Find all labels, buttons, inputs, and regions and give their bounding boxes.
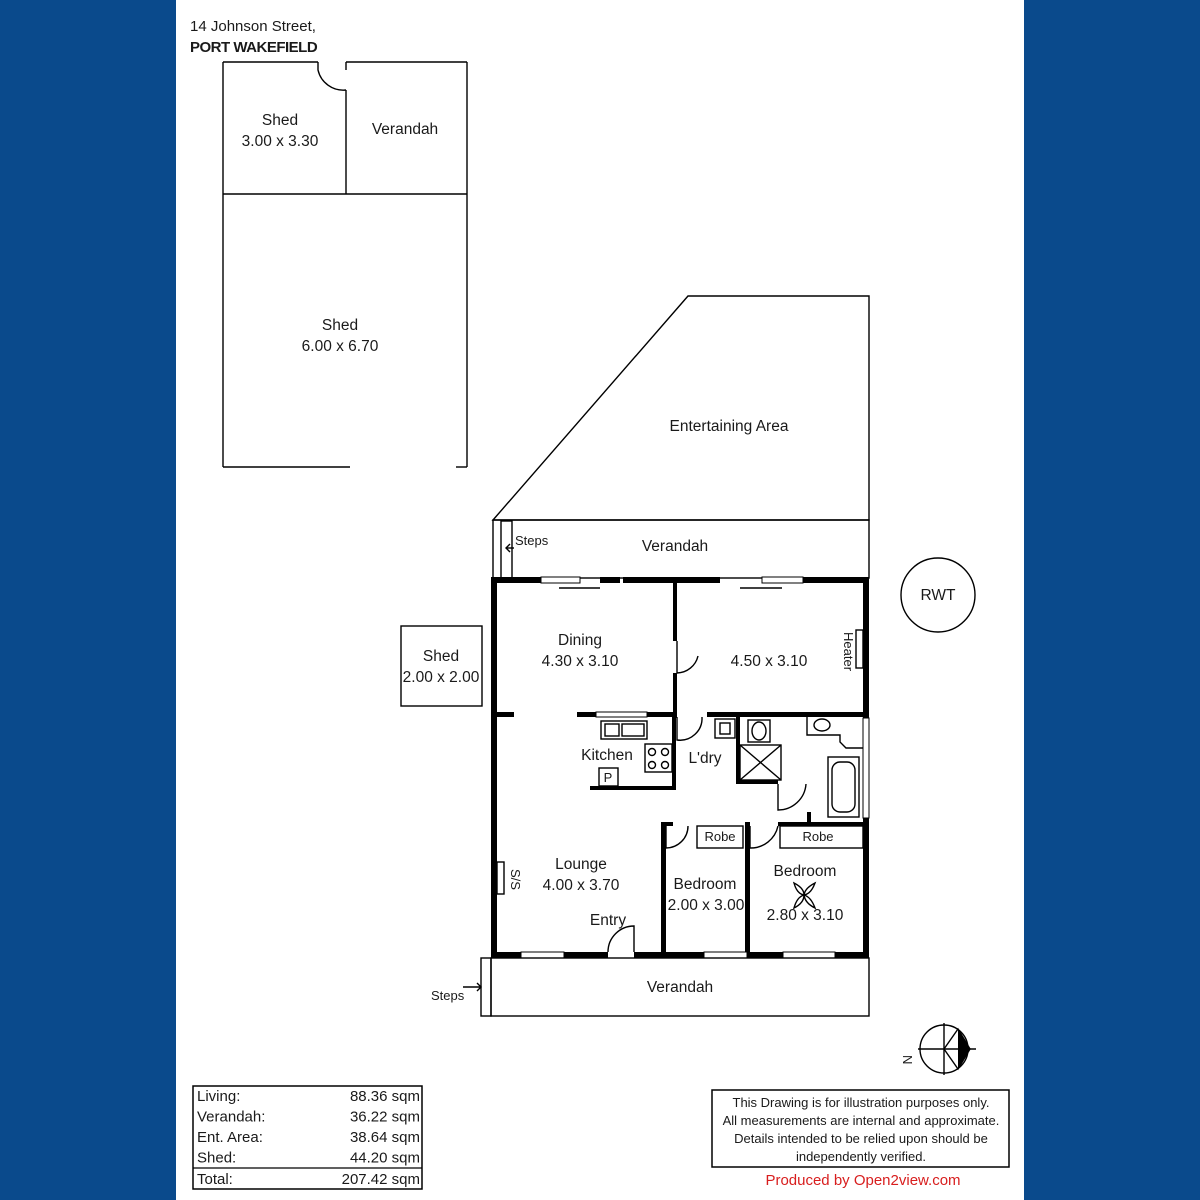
room-dims-shed-small: 3.00 x 3.30 — [241, 133, 319, 150]
label-heater: Heater — [841, 632, 856, 672]
room-name-entertaining: Entertaining Area — [669, 418, 789, 435]
room-name-verandah-front: Verandah — [646, 979, 714, 996]
room-dims-family: 4.50 x 3.10 — [730, 653, 808, 670]
areas-row-label: Living: — [197, 1088, 241, 1105]
laundry-tub — [715, 719, 735, 738]
label-steps-front: Steps — [431, 988, 465, 1003]
label-robe1: Robe — [704, 829, 736, 844]
areas-row-value: 207.42 sqm — [341, 1171, 420, 1188]
room-dims-lounge: 4.00 x 3.70 — [542, 877, 620, 894]
address-street: 14 Johnson Street, — [190, 18, 316, 35]
room-dims-shed-large: 6.00 x 6.70 — [301, 338, 379, 355]
areas-row-label: Shed: — [197, 1149, 237, 1167]
compass-north-letter: N — [900, 1055, 915, 1065]
rear-steps — [501, 521, 512, 578]
areas-row-value: 44.20 sqm — [349, 1149, 420, 1167]
room-name-laundry: L'dry — [688, 750, 722, 767]
room-name-verandah-top: Verandah — [371, 121, 439, 138]
label-pantry: P — [603, 770, 613, 785]
label-rwt: RWT — [920, 587, 956, 604]
room-name-lounge: Lounge — [555, 856, 607, 873]
areas-row-value: 36.22 sqm — [349, 1108, 420, 1126]
door-bathroom — [778, 784, 806, 810]
label-steps-rear: Steps — [515, 533, 549, 548]
heater-unit — [856, 630, 863, 668]
disclaimer-line4: independently verified. — [795, 1149, 927, 1164]
areas-row-label: Ent. Area: — [197, 1129, 263, 1146]
room-name-shed-small: Shed — [261, 112, 299, 129]
door-bedroom1 — [666, 826, 688, 848]
disclaimer-line3: Details intended to be relied upon should be — [734, 1131, 988, 1146]
room-dims-dining: 4.30 x 3.10 — [541, 653, 619, 670]
door-bedroom2 — [750, 826, 778, 848]
areas-row-label: Verandah: — [197, 1108, 266, 1126]
door-swing — [318, 62, 346, 90]
room-name-entry: Entry — [589, 912, 627, 929]
room-name-verandah-rear: Verandah — [641, 538, 709, 555]
room-name-kitchen: Kitchen — [581, 747, 633, 764]
label-ss: S/S — [508, 869, 523, 890]
areas-row-label: Total: — [197, 1171, 233, 1188]
room-name-shed-large: Shed — [321, 317, 359, 334]
door-entry — [608, 926, 634, 952]
door-laundry — [677, 717, 702, 740]
slow-combustion-stove — [497, 862, 504, 894]
compass-icon — [918, 1023, 976, 1075]
areas-row-value: 38.64 sqm — [349, 1129, 420, 1146]
label-robe2: Robe — [802, 829, 834, 844]
front-steps — [481, 958, 491, 1016]
room-dims-shed-side: 2.00 x 2.00 — [402, 669, 480, 686]
credit-open2view: Produced by Open2view.com — [765, 1172, 961, 1189]
side-shed-outline — [401, 626, 482, 706]
room-name-dining: Dining — [558, 632, 602, 649]
address-suburb: PORT WAKEFIELD — [190, 39, 318, 56]
ceiling-fan-icon — [794, 883, 815, 908]
disclaimer-line1: This Drawing is for illustration purposes only. — [732, 1095, 990, 1110]
areas-row-value: 88.36 sqm — [349, 1088, 420, 1105]
room-name-bedroom2: Bedroom — [773, 863, 837, 880]
room-name-bedroom1: Bedroom — [673, 876, 737, 893]
disclaimer-line2: All measurements are internal and approximate. — [722, 1113, 1000, 1128]
room-name-shed-side: Shed — [422, 648, 460, 665]
room-dims-bedroom2: 2.80 x 3.10 — [766, 907, 844, 924]
entertaining-area-outline — [493, 296, 869, 520]
room-dims-bedroom1: 2.00 x 3.00 — [667, 897, 745, 914]
door-dining-family — [677, 641, 698, 673]
